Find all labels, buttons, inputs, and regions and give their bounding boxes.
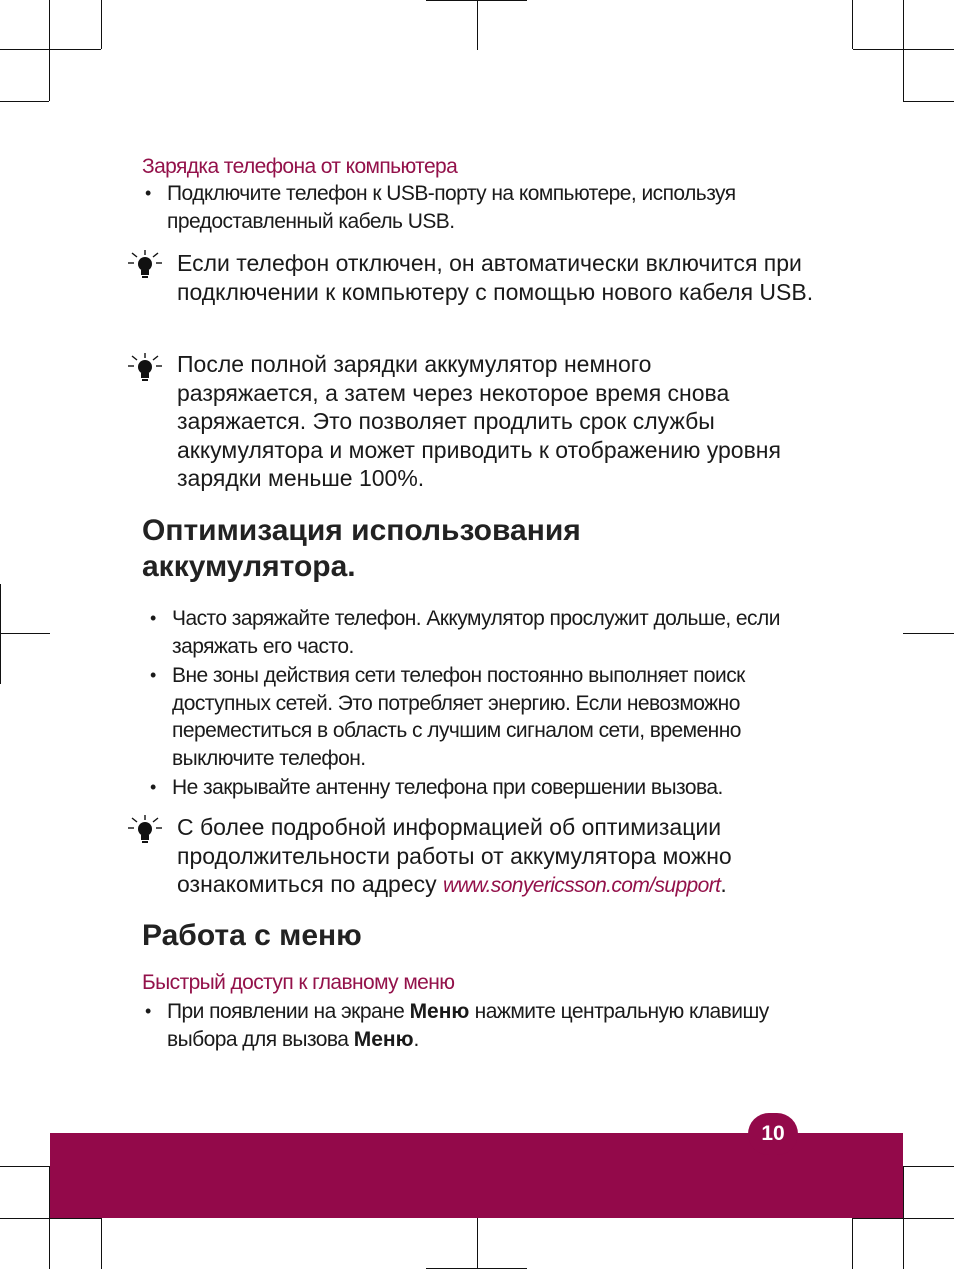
tip-end-punctuation: . [720, 871, 727, 897]
menu-term: Меню [409, 1000, 470, 1023]
bullet-text: Вне зоны действия сети телефон постоянно выполняет поиск доступных сетей. Это потребляет энергию. Если невозможно переместиться в область с лучшим сигналом сети, временно выключите телефон. [172, 664, 745, 770]
tip-text-auto-power-on: Если телефон отключен, он автоматически включится при подключении к компьютеру с помощью нового кабеля USB. [177, 250, 814, 305]
bullet-text: Подключите телефон к USB-порту на компьютере, используя предоставленный кабель USB. [167, 182, 736, 233]
bullet-text: Не закрывайте антенну телефона при совершении вызова. [172, 776, 723, 799]
lightbulb-icon [127, 815, 163, 843]
bullet-dot: • [145, 183, 151, 203]
support-link[interactable]: www.sonyericsson.com/support [443, 874, 721, 897]
section-subheading-usb-charging: Зарядка телефона от компьютера [142, 155, 458, 178]
bullet-dot: • [150, 608, 156, 628]
bullet-text: Часто заряжайте телефон. Аккумулятор прослужит дольше, если заряжать его часто. [172, 607, 780, 658]
section-subheading-quick-menu: Быстрый доступ к главному меню [142, 971, 455, 994]
tip-text-more-info [177, 813, 797, 901]
list-item [145, 180, 807, 235]
bullet-text-part2: нажмите центральную клавишу выбора для вызова [167, 1000, 769, 1051]
bullet-dot: • [150, 665, 156, 685]
lightbulb-icon [127, 250, 163, 278]
bullet-end-punctuation: . [413, 1027, 419, 1051]
page-heading-battery-optimization: Оптимизация использования аккумулятора. [142, 514, 581, 583]
bullet-text-part1: При появлении на экране [167, 1000, 405, 1023]
menu-term: Меню [353, 1027, 414, 1051]
list-item [145, 998, 807, 1053]
list-item [150, 774, 807, 802]
list-item [150, 605, 807, 660]
tip-text-battery-discharge: После полной зарядки аккумулятор немного разряжается, а затем через некоторое время снова заряжается. Это позволяет продлить срок службы аккумулятора и может приводить к отображению уровня зарядки меньше 100%. [177, 351, 781, 491]
tip-text: С более подробной информацией об оптимизации продолжительности работы от аккумулятора можно ознакомиться по адресу [177, 814, 732, 897]
bullet-dot: • [145, 1001, 151, 1021]
list-item [150, 662, 782, 772]
lightbulb-icon [127, 353, 163, 381]
page-heading-menu: Работа с меню [142, 919, 362, 952]
page-number-badge: 10 [748, 1113, 798, 1155]
bullet-dot: • [150, 777, 156, 797]
